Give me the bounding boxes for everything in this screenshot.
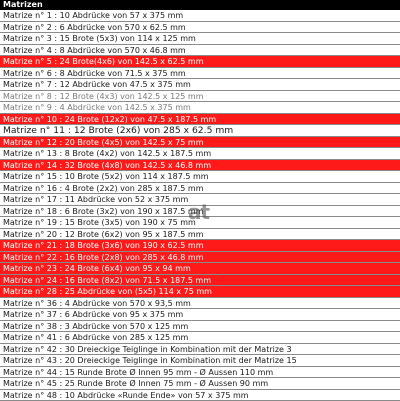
row-label: Matrize n° 22 : 16 Brote (2x8) von 285 x 46.8 mm xyxy=(3,252,203,263)
row-label: Matrize n° 12 : 20 Brote (4x5) von 142.5 x 75 mm xyxy=(3,137,203,148)
row-label: Matrize n° 21 : 18 Brote (3x6) von 190 x 62.5 mm xyxy=(3,240,203,251)
table-row xyxy=(0,367,400,379)
table-row xyxy=(0,332,400,344)
table-row xyxy=(0,33,400,45)
row-label: Matrize n° 20 : 12 Brote (6x2) von 95 x 187.5 mm xyxy=(3,229,203,240)
table-row xyxy=(0,45,400,57)
table-row xyxy=(0,263,400,275)
row-label: Matrize n° 48 : 10 Abdrücke «Runde Ende» von 57 x 375 mm xyxy=(3,390,249,401)
table-row xyxy=(0,309,400,321)
table-row xyxy=(0,229,400,241)
row-label: Matrize n° 44 : 15 Runde Brote Ø Innen 95 mm - Ø Aussen 110 mm xyxy=(3,367,273,378)
row-label: Matrize n° 14 : 32 Brote (4x8) von 142.5 x 46.8 mm xyxy=(3,160,211,171)
table-row xyxy=(0,378,400,390)
row-label: Matrize n° 16 : 4 Brote (2x2) von 285 x 187.5 mm xyxy=(3,183,203,194)
table-row xyxy=(0,286,400,298)
row-label: Matrize n° 24 : 16 Brote (8x2) von 71.5 x 187.5 mm xyxy=(3,275,211,286)
row-label: Matrize n° 3 : 15 Brote (5x3) von 114 x 125 mm xyxy=(3,33,196,44)
table-header-title: Matrizen xyxy=(3,0,43,9)
table-row xyxy=(0,275,400,287)
table-row xyxy=(0,171,400,183)
row-label: Matrize n° 23 : 24 Brote (6x4) von 95 x 94 mm xyxy=(3,263,191,274)
row-label: Matrize n° 45 : 25 Runde Brote Ø Innen 75 mm - Ø Aussen 90 mm xyxy=(3,378,268,389)
row-label: Matrize n° 41 : 6 Abdrücke von 285 x 125 mm xyxy=(3,332,188,343)
row-label: Matrize n° 18 : 6 Brote (3x2) von 190 x 187.5 mm xyxy=(3,206,203,217)
row-label: Matrize n° 2 : 6 Abdrücke von 570 x 62.5 mm xyxy=(3,22,186,33)
table-row xyxy=(0,10,400,22)
row-label: Matrize n° 1 : 10 Abdrücke von 57 x 375 mm xyxy=(3,10,183,21)
row-label: Matrize n° 7 : 12 Abdrücke von 47.5 x 375 mm xyxy=(3,79,191,90)
row-label: Matrize n° 5 : 24 Brote(4x6) von 142.5 x 62.5 mm xyxy=(3,56,203,67)
row-label: Matrize n° 6 : 8 Abdrücke von 71.5 x 375 mm xyxy=(3,68,186,79)
table-row xyxy=(0,56,400,68)
table-row xyxy=(0,321,400,333)
table-row xyxy=(0,125,400,137)
table-row xyxy=(0,137,400,149)
row-label: Matrize n° 19 : 15 Brote (3x5) von 190 x 75 mm xyxy=(3,217,196,228)
row-label: Matrize n° 4 : 8 Abdrücke von 570 x 46.8 mm xyxy=(3,45,186,56)
table-row xyxy=(0,160,400,172)
table-row xyxy=(0,91,400,103)
row-label: Matrize n° 13 : 8 Brote (4x2) von 142.5 x 187.5 mm xyxy=(3,148,211,159)
row-label: Matrize n° 42 : 30 Dreieckige Teiglinge in Kombination mit der Matrize 3 xyxy=(3,344,292,355)
row-label: Matrize n° 37 : 6 Abdrücke von 95 x 375 mm xyxy=(3,309,183,320)
table-row xyxy=(0,183,400,195)
table-row xyxy=(0,240,400,252)
table-row xyxy=(0,355,400,367)
row-label: Matrize n° 17 : 11 Abdrücke von 52 x 375 mm xyxy=(3,194,188,205)
table-row xyxy=(0,22,400,34)
table-row xyxy=(0,344,400,356)
table-row xyxy=(0,298,400,310)
table-header xyxy=(0,0,400,10)
row-label: Matrize n° 28 : 25 Abdrücke von (5x5) 114 x 75 mm xyxy=(3,286,212,297)
row-label: Matrize n° 36 : 4 Abdrücke von 570 x 93,5 mm xyxy=(3,298,191,309)
table-row xyxy=(0,390,400,401)
table-row xyxy=(0,114,400,126)
table-row xyxy=(0,68,400,80)
table-row xyxy=(0,79,400,91)
row-label: Matrize n° 43 : 20 Dreieckige Teiglinge in Kombination mit der Matrize 15 xyxy=(3,355,297,366)
table-row xyxy=(0,148,400,160)
row-label: Matrize n° 38 : 3 Abdrücke von 570 x 125 mm xyxy=(3,321,188,332)
watermark-logo: at xyxy=(188,200,236,222)
row-label: Matrize n° 8 : 12 Brote (4x3) von 142.5 x 125 mm xyxy=(3,91,203,102)
table-row xyxy=(0,252,400,264)
row-label: Matrize n° 11 : 12 Brote (2x6) von 285 x 62.5 mm xyxy=(3,125,233,136)
row-label: Matrize n° 9 : 4 Abdrücke von 142.5 x 375 mm xyxy=(3,102,191,113)
row-label: Matrize n° 15 : 10 Brote (5x2) von 114 x 187.5 mm xyxy=(3,171,209,182)
row-label: Matrize n° 10 : 24 Brote (12x2) von 47.5 x 187.5 mm xyxy=(3,114,216,125)
table-row xyxy=(0,102,400,114)
